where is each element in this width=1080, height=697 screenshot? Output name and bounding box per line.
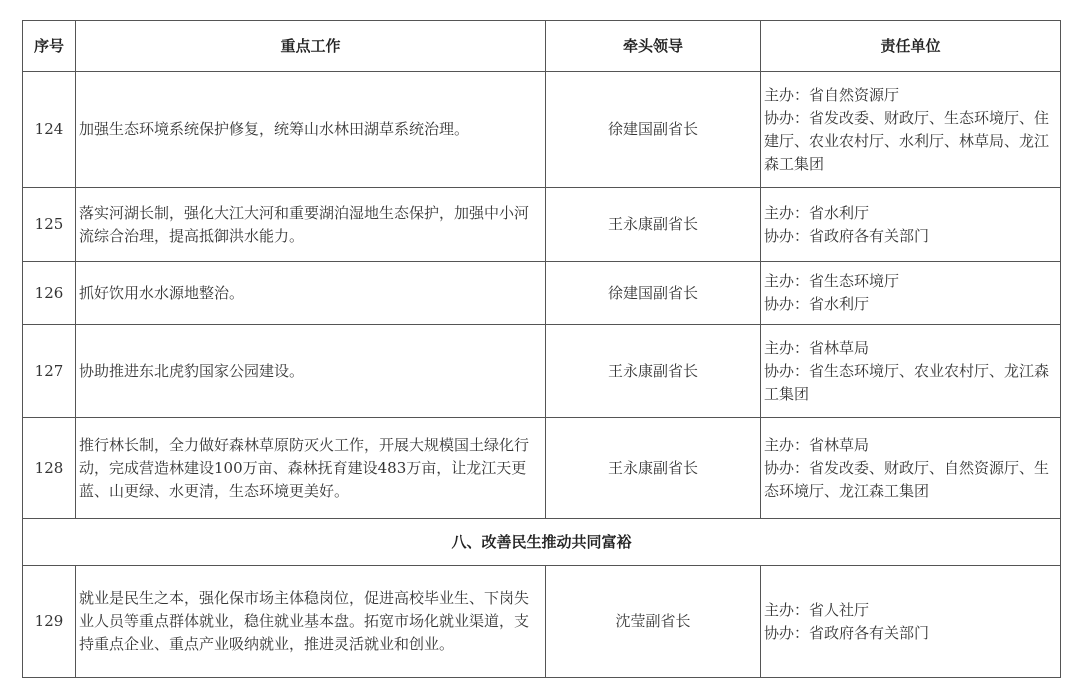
unit-main: 主办：省林草局 (764, 435, 870, 454)
row-leader: 王永康副省长 (546, 418, 761, 519)
header-unit: 责任单位 (761, 21, 1061, 72)
table-row (23, 262, 1061, 325)
table-row (23, 325, 1061, 418)
row-task: 就业是民生之本，强化保市场主体稳岗位，促进高校毕业生、下岗失业人员等重点群体就业，稳住就业基本盘。拓宽市场化就业渠道，支持重点企业、重点产业吸纳就业，推进灵活就业和创业。 (76, 566, 546, 678)
row-leader: 徐建国副省长 (546, 72, 761, 188)
unit-assist: 协办：省政府各有关部门 (764, 623, 930, 642)
row-unit (761, 418, 1061, 519)
header-task: 重点工作 (76, 21, 546, 72)
row-no: 128 (23, 418, 76, 519)
row-task: 落实河湖长制，强化大江大河和重要湖泊湿地生态保护，加强中小河流综合治理，提高抵御洪水能力。 (76, 188, 546, 262)
row-leader: 徐建国副省长 (546, 262, 761, 325)
row-unit (761, 188, 1061, 262)
row-no: 124 (23, 72, 76, 188)
row-unit (761, 566, 1061, 678)
header-leader: 牵头领导 (546, 21, 761, 72)
row-task: 推行林长制，全力做好森林草原防灭火工作，开展大规模国土绿化行动，完成营造林建设100万亩、森林抚育建设483万亩，让龙江天更蓝、山更绿、水更清，生态环境更美好。 (76, 418, 546, 519)
unit-assist: 协办：省水利厅 (764, 295, 870, 313)
row-no: 126 (23, 262, 76, 325)
row-unit (761, 325, 1061, 418)
row-leader: 王永康副省长 (546, 188, 761, 262)
table-row (23, 72, 1061, 188)
table-row (23, 566, 1061, 678)
unit-assist: 协办：省生态环境厅、农业农村厅、龙江森工集团 (764, 361, 1050, 403)
row-unit (761, 262, 1061, 325)
unit-main: 主办：省林草局 (764, 338, 870, 357)
row-no: 127 (23, 325, 76, 418)
header-no: 序号 (23, 21, 76, 72)
section-row (23, 519, 1061, 566)
unit-main: 主办：省生态环境厅 (764, 272, 900, 290)
unit-assist: 协办：省发改委、财政厅、生态环境厅、住建厅、农业农村厅、水利厅、林草局、龙江森工集团 (764, 108, 1050, 173)
work-table (22, 20, 1061, 678)
row-no: 125 (23, 188, 76, 262)
row-no: 129 (23, 566, 76, 678)
row-task: 协助推进东北虎豹国家公园建设。 (76, 325, 546, 418)
section-title: 八、改善民生推动共同富裕 (23, 519, 1061, 566)
work-table-container (22, 20, 1060, 678)
unit-assist: 协办：省政府各有关部门 (764, 226, 930, 245)
table-header-row (23, 21, 1061, 72)
table-row (23, 188, 1061, 262)
unit-main: 主办：省自然资源厅 (764, 85, 900, 104)
unit-assist: 协办：省发改委、财政厅、自然资源厅、生态环境厅、龙江森工集团 (764, 458, 1050, 500)
row-leader: 王永康副省长 (546, 325, 761, 418)
table-row (23, 418, 1061, 519)
unit-main: 主办：省水利厅 (764, 203, 870, 222)
row-unit (761, 72, 1061, 188)
row-task: 抓好饮用水水源地整治。 (76, 262, 546, 325)
row-leader: 沈莹副省长 (546, 566, 761, 678)
row-task: 加强生态环境系统保护修复，统筹山水林田湖草系统治理。 (76, 72, 546, 188)
unit-main: 主办：省人社厅 (764, 600, 870, 619)
